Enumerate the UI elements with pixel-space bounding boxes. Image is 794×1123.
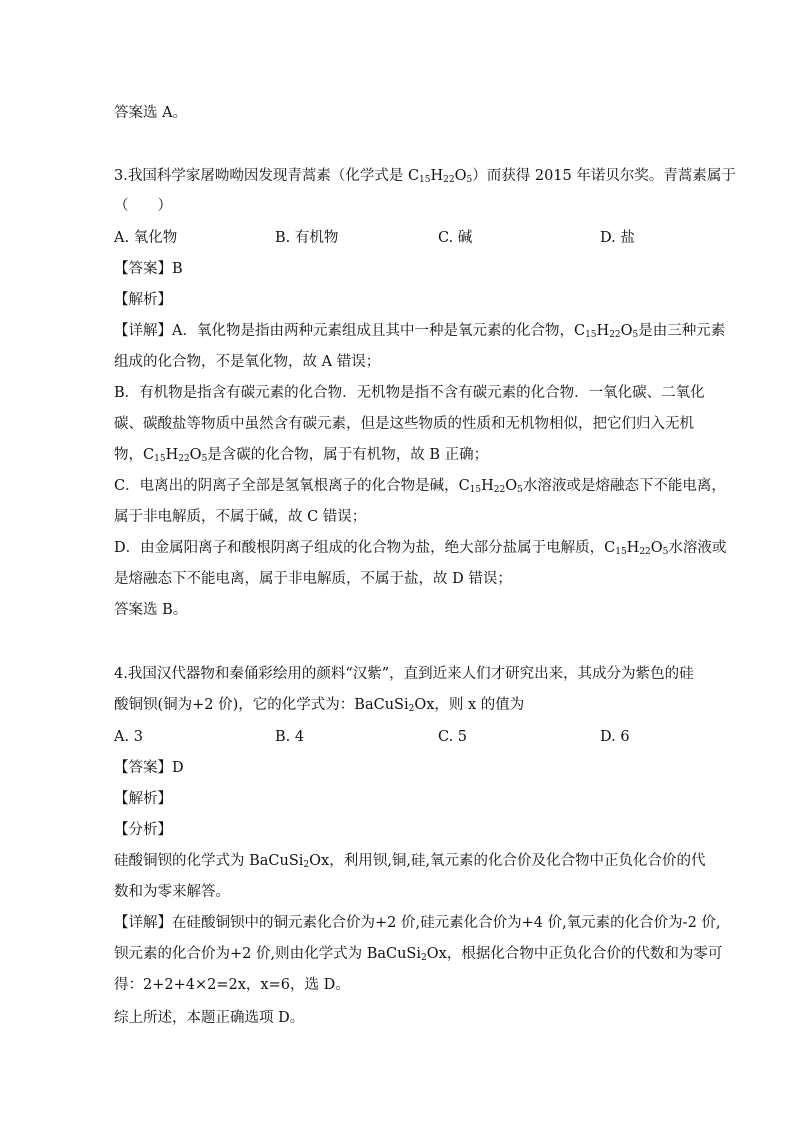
q3-detail-c-line2: 属于非电解质，不属于碱，故 C 错误； [114,509,367,525]
q3-stem-line2: （ ） [114,198,172,214]
q3-detail-b-line1: B．有机物是指含有碳元素的化合物．无机物是指不含有碳元素的化合物．一氧化碳、二氧化 [114,385,705,401]
q4-analysis-label: 【解析】 [114,791,172,807]
q3-option-c: C. 碱 [438,230,473,246]
q4-detail-line1: 【详解】在硅酸铜钡中的铜元素化合价为+2 价,硅元素化合价为+4 价,氧元素的化合价为-2 价, [114,915,721,931]
q3-detail-a-line2: 组成的化合物，不是氧化物，故 A 错误； [114,354,381,370]
q3-detail-a-line1: 【详解】A．氧化物是指由两种元素组成且其中一种是氧元素的化合物，$C_{15}H_{22}O_5$是由三种元素 [114,323,726,340]
q4-option-b: B. 4 [275,729,305,745]
q3-analysis-label: 【解析】 [114,292,172,308]
q4-summary: 综上所述，本题正确选项 D。 [114,1010,305,1026]
q3-conclusion: 答案选 B。 [114,602,188,618]
q4-answer: 【答案】D [114,760,184,776]
q3-detail-d-line1: D．由金属阳离子和酸根阴离子组成的化合物为盐，绝大部分盐属于电解质，$C_{15}H_{22}O_5$水溶液或 [114,540,727,557]
q4-option-a: A. 3 [114,729,143,745]
q3-detail-c-line1: C．电离出的阴离子全部是氢氧根离子的化合物是碱，$C_{15}H_{22}O_5$水溶液或是熔融态下不能电离， [114,478,726,495]
q4-detail-line2: 钡元素的化合价为+2 价,则由化学式为 BaCuSi$_2$Ox，根据化合物中正负化合价的代数和为零可 [114,946,723,963]
q4-option-c: C. 5 [438,729,468,745]
q3-detail-b-line3: 物，$C_{15}H_{22}O_5$是含碳的化合物，属于有机物，故 B 正确； [114,447,489,464]
q3-detail-b-line2: 碳、碳酸盐等物质中虽然含有碳元素，但是这些物质的性质和无机物相似，把它们归入无机 [114,416,694,432]
q3-option-b: B. 有机物 [275,230,339,246]
q4-option-d: D. 6 [600,729,630,745]
q4-fenxi-line1: 硅酸铜钡的化学式为 BaCuSi$_2$Ox，利用钡,铜,硅,氧元素的化合价及化合物中正负化合价的代 [114,853,706,870]
q4-stem-line1: 4.我国汉代器物和秦俑彩绘用的颜料“汉紫”，直到近来人们才研究出来，其成分为紫色的硅 [114,666,694,682]
q4-detail-line3: 得：2+2+4×2=2x，x=6，选 D。 [114,977,350,993]
q3-option-a: A. 氧化物 [114,230,178,246]
q3-detail-d-line2: 是熔融态下不能电离，属于非电解质，不属于盐，故 D 错误； [114,571,512,587]
q4-stem-line2: 酸铜钡(铜为+2 价)，它的化学式为：BaCuSi$_2$Ox，则 x 的值为 [114,697,525,714]
q2-conclusion: 答案选 A。 [114,105,188,121]
q3-option-d: D. 盐 [600,230,635,246]
q3-stem-line1: 3.我国科学家屠呦呦因发现青蒿素（化学式是 $C_{15}H_{22}O_5$）而获得 2015 年诺贝尔奖。青蒿素属于 [114,168,736,185]
q3-answer: 【答案】B [114,261,183,277]
q4-fenxi-line2: 数和为零来解答。 [114,884,230,900]
q4-fenxi-label: 【分析】 [114,822,172,838]
